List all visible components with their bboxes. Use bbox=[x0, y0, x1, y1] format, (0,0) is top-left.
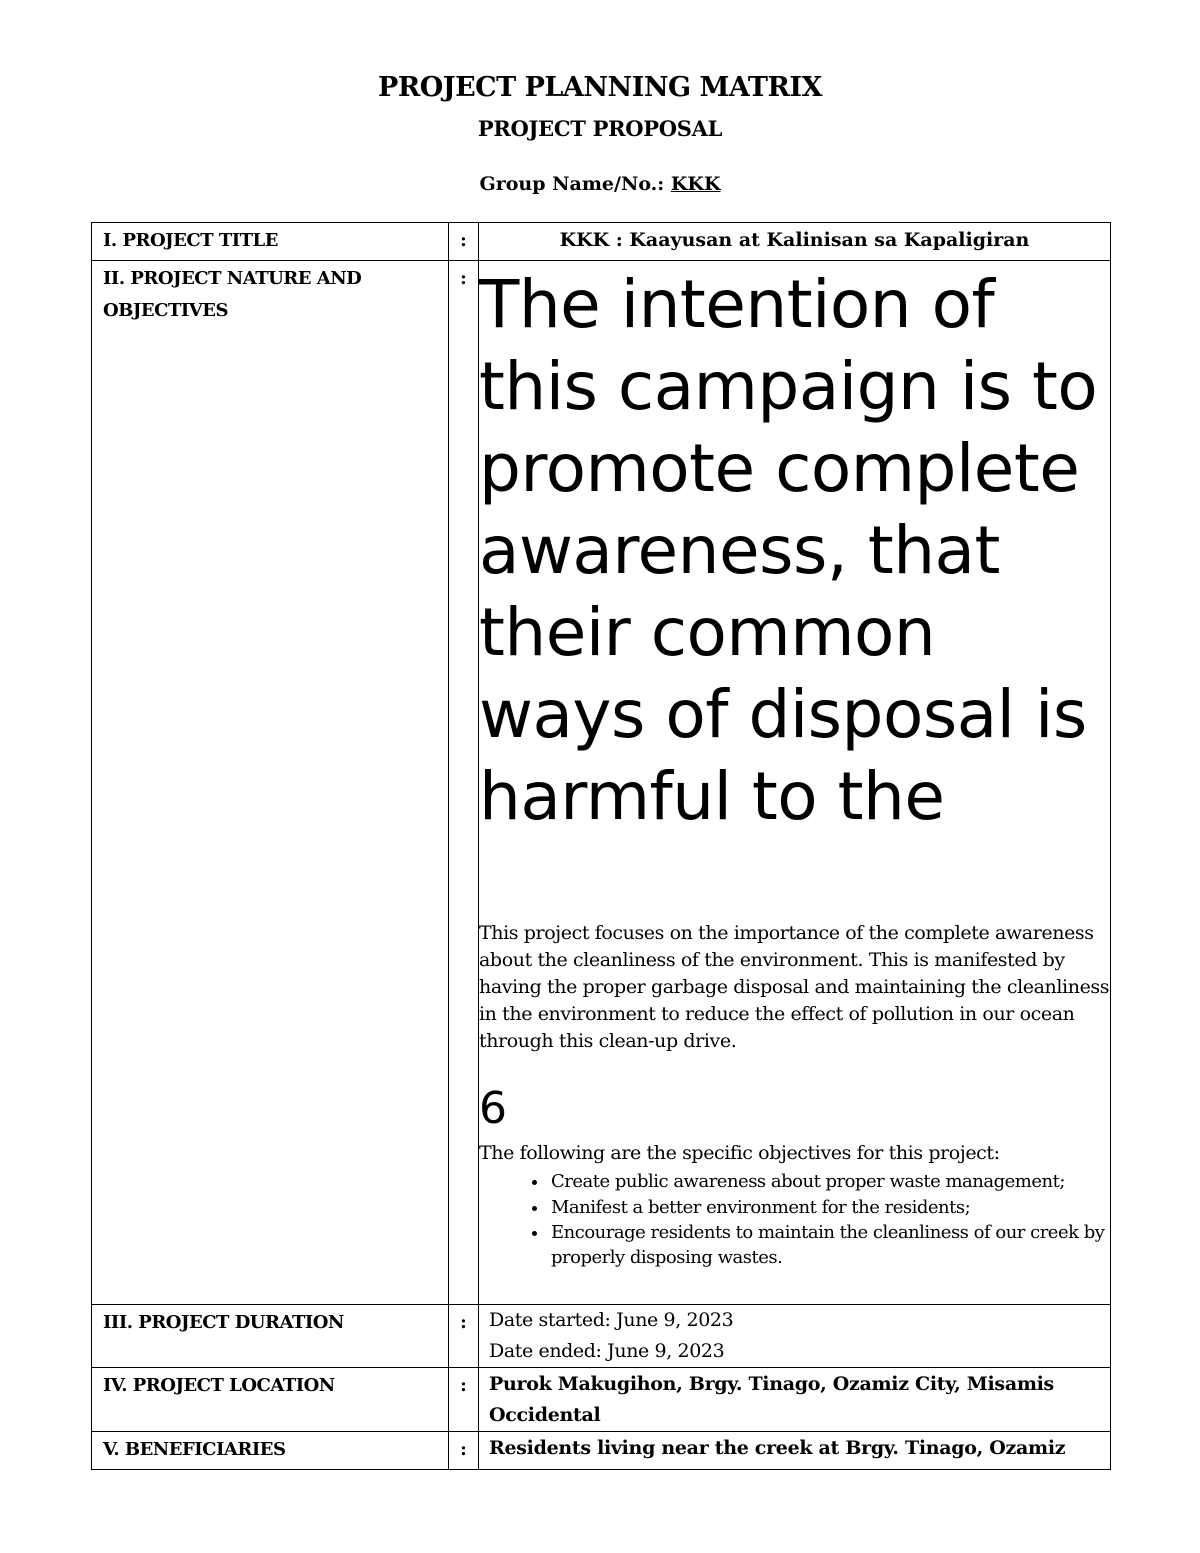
intention-large-text: The intention of this campaign is to promote complete awareness, that their common ways of disposal is harmful to the bbox=[479, 266, 1098, 835]
colon-cell bbox=[449, 1368, 479, 1432]
colon-cell bbox=[449, 223, 479, 261]
objectives-list bbox=[479, 1169, 1110, 1270]
value-cell bbox=[479, 1305, 1111, 1368]
date-started: Date started: June 9, 2023 bbox=[489, 1309, 734, 1331]
row-project-duration bbox=[92, 1305, 1111, 1368]
project-duration-label: III. PROJECT DURATION bbox=[103, 1312, 344, 1333]
value-cell bbox=[479, 1368, 1111, 1432]
project-location-label: IV. PROJECT LOCATION bbox=[103, 1375, 335, 1396]
colon: : bbox=[460, 1439, 467, 1460]
label-cell bbox=[92, 1432, 449, 1470]
row-project-title bbox=[92, 223, 1111, 261]
colon-cell bbox=[449, 1305, 479, 1368]
row-project-location bbox=[92, 1368, 1111, 1432]
value-cell bbox=[479, 223, 1111, 261]
project-title-label: I. PROJECT TITLE bbox=[103, 230, 278, 251]
row-beneficiaries bbox=[92, 1432, 1111, 1470]
beneficiaries-label: V. BENEFICIARIES bbox=[103, 1439, 286, 1460]
value-cell bbox=[479, 261, 1111, 1305]
colon: : bbox=[460, 268, 467, 289]
objectives-intro: The following are the specific objectives for this project: bbox=[479, 1142, 1000, 1164]
label-cell bbox=[92, 1368, 449, 1432]
label-cell bbox=[92, 223, 449, 261]
row-project-nature bbox=[92, 261, 1111, 1305]
colon: : bbox=[460, 1375, 467, 1396]
group-name-value: KKK bbox=[670, 173, 721, 195]
value-cell bbox=[479, 1432, 1111, 1470]
project-nature-label: II. PROJECT NATURE AND OBJECTIVES bbox=[103, 268, 362, 321]
project-title-value: KKK : Kaayusan at Kalinisan sa Kapaligiran bbox=[559, 229, 1030, 251]
colon-cell bbox=[449, 261, 479, 1305]
page-title: PROJECT PLANNING MATRIX bbox=[378, 72, 822, 103]
project-location-value: Purok Makugihon, Brgy. Tinago, Ozamiz City, Misamis Occidental bbox=[489, 1373, 1054, 1426]
group-name-line bbox=[0, 173, 1200, 195]
list-item: • Encourage residents to maintain the cleanliness of our creek by properly disposing wastes. bbox=[549, 1220, 1110, 1270]
group-name-label: Group Name/No.: bbox=[479, 173, 665, 195]
label-cell bbox=[92, 1305, 449, 1368]
page-subtitle: PROJECT PROPOSAL bbox=[477, 116, 723, 141]
date-ended: Date ended: June 9, 2023 bbox=[489, 1340, 725, 1362]
project-focus-paragraph: This project focuses on the importance of the complete awareness about the cleanliness of the environment. This is manifested by having the proper garbage disposal and maintaining the cleanliness in the environment to reduce the effect of pollution in our ocean through this clean-up drive. bbox=[479, 922, 1110, 1052]
planning-matrix-table bbox=[91, 222, 1111, 1470]
label-cell bbox=[92, 261, 449, 1305]
beneficiaries-value: Residents living near the creek at Brgy. Tinago, Ozamiz bbox=[489, 1437, 1066, 1459]
large-number: 6 bbox=[479, 1083, 507, 1134]
colon: : bbox=[460, 1312, 467, 1333]
colon: : bbox=[460, 230, 467, 251]
colon-cell bbox=[449, 1432, 479, 1470]
list-item: • Manifest a better environment for the residents; bbox=[549, 1195, 1110, 1220]
list-item: • Create public awareness about proper waste management; bbox=[549, 1169, 1110, 1195]
